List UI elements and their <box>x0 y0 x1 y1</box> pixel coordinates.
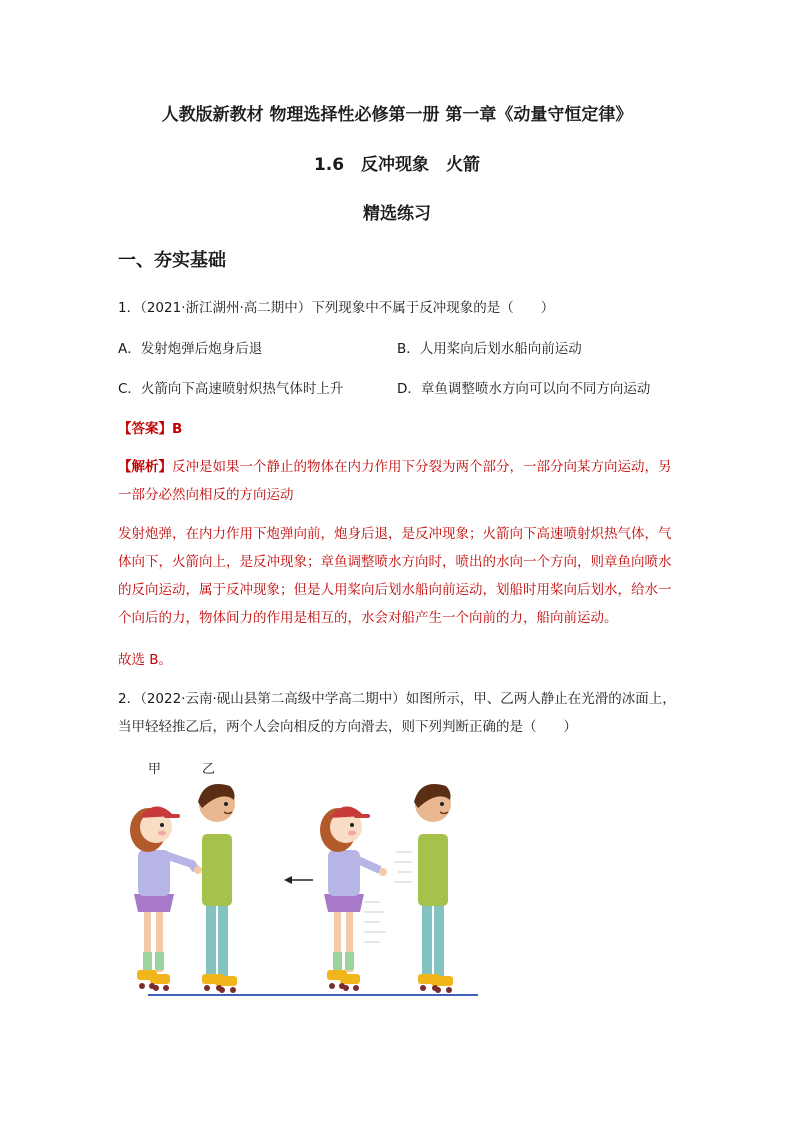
subtitle: 精选练习 <box>363 204 431 224</box>
skaters-illustration <box>118 752 488 1002</box>
q1-stem: 1．（2021·浙江湖州·高二期中）下列现象中不属于反冲现象的是（ ） <box>118 300 555 316</box>
q1-answer <box>118 417 182 437</box>
girl-left-figure <box>130 806 202 991</box>
girl-right-figure <box>320 806 387 991</box>
boy-left-figure <box>198 784 237 993</box>
arrow-left-icon <box>284 876 313 884</box>
figure-label-yi: 乙 <box>202 762 216 777</box>
q1-option-b: B．人用桨向后划水船向前运动 <box>397 341 582 357</box>
analysis-text: 反冲是如果一个静止的物体在内力作用下分裂为两个部分，一部分向某方向运动，另一部分必然向相反的方向运动 <box>118 459 672 503</box>
q2-stem: 2．（2022·云南·砚山县第二高级中学高二期中）如图所示，甲、乙两人静止在光滑的冰面上，当甲轻轻推乙后，两个人会向相反的方向滑去，则下列判断正确的是（ ） <box>118 691 676 735</box>
section-heading: 一、夯实基础 <box>118 250 226 271</box>
section-title: 1.6 反冲现象 火箭 <box>313 155 481 175</box>
answer-value: B <box>172 421 183 437</box>
q1-analysis <box>118 453 683 509</box>
q2-figure <box>118 752 488 1002</box>
analysis-label: 【解析】 <box>118 459 172 475</box>
main-title: 人教版新教材 物理选择性必修第一册 第一章《动量守恒定律》 <box>161 105 633 125</box>
q1-option-a: A．发射炮弹后炮身后退 <box>118 341 263 357</box>
q1-explanation: 发射炮弹，在内力作用下炮弹向前，炮身后退，是反冲现象；火箭向下高速喷射炽热气体，气体向下，火箭向上，是反冲现象；章鱼调整喷水方向时，喷出的水向一个方向，则章鱼向喷水的反向运动，属于反冲现象；但是人用桨向后划水船向前运动，划船时用桨向后划水，给水一个向后的力，物体间力的作用是相互的，水会对船产生一个向前的力，船向前运动。 <box>118 526 672 626</box>
boy-right-figure <box>394 784 453 993</box>
q1-conclusion: 故选 B。 <box>118 652 173 668</box>
figure-label-jia: 甲 <box>148 762 162 777</box>
q1-option-d: D．章鱼调整喷水方向可以向不同方向运动 <box>397 381 651 397</box>
answer-label: 【答案】 <box>118 421 172 437</box>
q1-option-c: C．火箭向下高速喷射炽热气体时上升 <box>118 381 344 397</box>
